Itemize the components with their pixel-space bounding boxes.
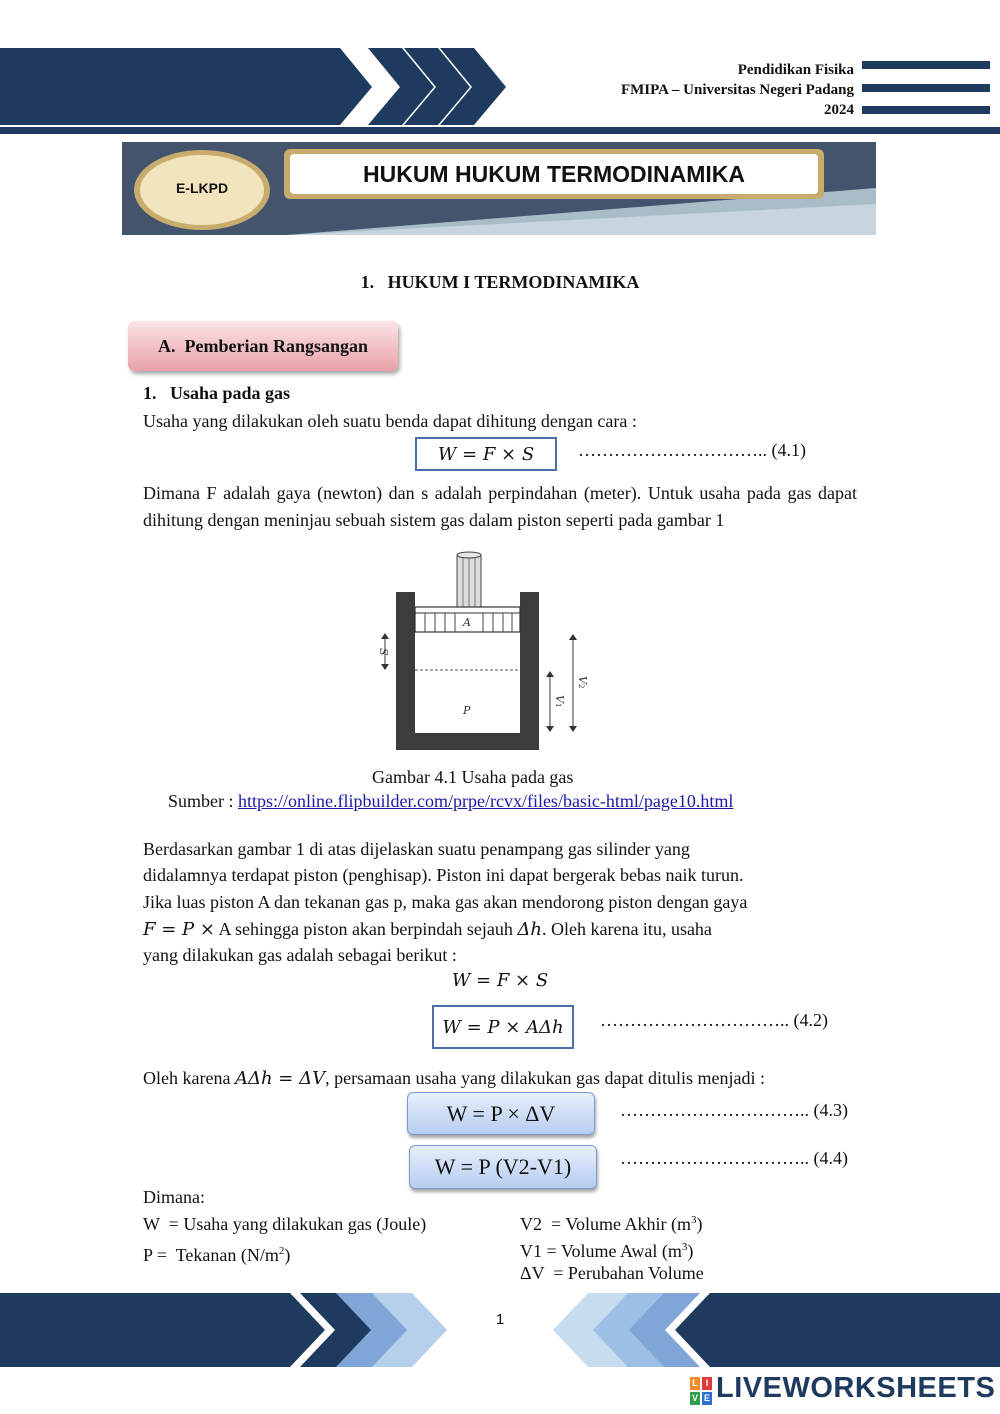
- figure-source-link[interactable]: https://online.flipbuilder.com/prpe/rcvx/files/basic-html/page10.html: [238, 791, 734, 811]
- definition-p: [143, 1238, 290, 1269]
- logo-letter-i: I: [702, 1377, 712, 1390]
- volume-label-v1: V: [553, 695, 566, 703]
- since-prefix: Oleh karena: [143, 1068, 235, 1088]
- paragraph-2-line-4: [143, 916, 712, 943]
- equation-4-3: W = P × ΔV: [407, 1092, 595, 1135]
- since-math: AΔh = ΔV: [234, 1068, 326, 1089]
- definition-v1-sup: 3: [681, 1241, 688, 1253]
- equation-4-4: W = P (V2-V1): [409, 1145, 597, 1189]
- definition-v2-text: V2 = Volume Akhir (m: [520, 1214, 691, 1234]
- logo-letter-v: V: [691, 1393, 698, 1403]
- tab-pemberian-rangsangan: A. Pemberian Rangsangan: [128, 321, 398, 371]
- paragraph-2-line-1: Berdasarkan gambar 1 di atas dijelaskan suatu penampang gas silinder yang: [143, 839, 690, 859]
- equation-4-1: W = F × S: [415, 437, 557, 471]
- definition-v2-end: ): [696, 1214, 703, 1234]
- figure-source-prefix: Sumber :: [168, 791, 238, 811]
- definition-dv: ΔV = Perubahan Volume: [520, 1263, 704, 1283]
- logo-letter-l: L: [690, 1377, 700, 1390]
- logo-letter-e: E: [703, 1393, 710, 1403]
- volume-label-v2-sub: 2: [577, 684, 585, 689]
- liveworksheets-logo-icon: [690, 1377, 712, 1405]
- equation-4-4-number: ………………………….. (4.4): [620, 1148, 848, 1168]
- force-formula: F = P ×: [143, 919, 215, 940]
- definition-v1-text: V1 = Volume Awal (m: [520, 1241, 682, 1261]
- intro-text: Usaha yang dilakukan oleh suatu benda dapat dihitung dengan cara :: [143, 411, 637, 431]
- equation-plain: W = F × S: [451, 970, 549, 991]
- gas-label-p: P: [463, 704, 471, 717]
- equation-4-3-number: ………………………….. (4.3): [620, 1100, 848, 1120]
- definition-v2-sup: 3: [691, 1214, 697, 1226]
- piston-diagram: [365, 550, 595, 755]
- definition-v1-end: ): [687, 1241, 694, 1261]
- volume-label-v2: V: [576, 676, 589, 684]
- piston-label-a: A: [463, 616, 471, 629]
- displacement-label-s: S: [377, 648, 390, 656]
- paragraph-2-line-3: Jika luas piston A dan tekanan gas p, maka gas akan mendorong piston dengan gaya: [143, 892, 748, 912]
- delta-h-symbol: Δh: [517, 919, 542, 940]
- section-title: 1. HUKUM I TERMODINAMIKA: [360, 272, 640, 292]
- definition-w: W = Usaha yang dilakukan gas (Joule): [143, 1214, 427, 1234]
- subsection-title: 1. Usaha pada gas: [143, 383, 291, 403]
- banner-title: HUKUM HUKUM TERMODINAMIKA: [362, 161, 745, 187]
- page-number: 1: [495, 1311, 505, 1328]
- banner-badge: E-LKPD: [175, 180, 229, 196]
- paragraph-2-line-5: yang dilakukan gas adalah sebagai berikut :: [143, 945, 457, 965]
- figure-source: [168, 791, 733, 812]
- since-suffix: , persamaan usaha yang dilakukan gas dapat ditulis menjadi :: [325, 1068, 765, 1088]
- header-faculty: FMIPA – Universitas Negeri Padang: [620, 82, 854, 98]
- definition-p-text: P = Tekanan (N/m: [143, 1245, 279, 1265]
- paragraph-1: Dimana F adalah gaya (newton) dan s adalah perpindahan (meter). Untuk usaha pada gas dapat dihitung dengan meninjau sebuah sistem gas dalam piston seperti pada gambar 1: [143, 483, 857, 530]
- paragraph-2-line-4-end: . Oleh karena itu, usaha: [541, 919, 712, 939]
- dimana-label: Dimana:: [143, 1187, 205, 1207]
- footer-decoration: [0, 1290, 1000, 1370]
- equation-4-2: W = P × AΔh: [432, 1005, 574, 1049]
- header-year: 2024: [824, 102, 854, 118]
- liveworksheets-brand: LIVEWORKSHEETS: [716, 1372, 996, 1404]
- figure-caption: Gambar 4.1 Usaha pada gas: [372, 767, 574, 787]
- volume-label-v1-sub: 1: [554, 703, 562, 708]
- equation-4-1-number: ………………………….. (4.1): [578, 440, 806, 460]
- header-institution: [621, 60, 854, 120]
- paragraph-2-line-2: didalamnya terdapat piston (penghisap). Piston ini dapat bergerak bebas naik turun.: [143, 865, 744, 885]
- equation-4-2-number: ………………………….. (4.2): [600, 1010, 828, 1030]
- definition-p-end: ): [284, 1245, 291, 1265]
- since-statement: [143, 1065, 765, 1092]
- paragraph-2-line-4-text: A sehingga piston akan berpindah sejauh: [214, 919, 518, 939]
- definition-p-sup: 2: [278, 1245, 285, 1257]
- header-dept: Pendidikan Fisika: [737, 62, 854, 78]
